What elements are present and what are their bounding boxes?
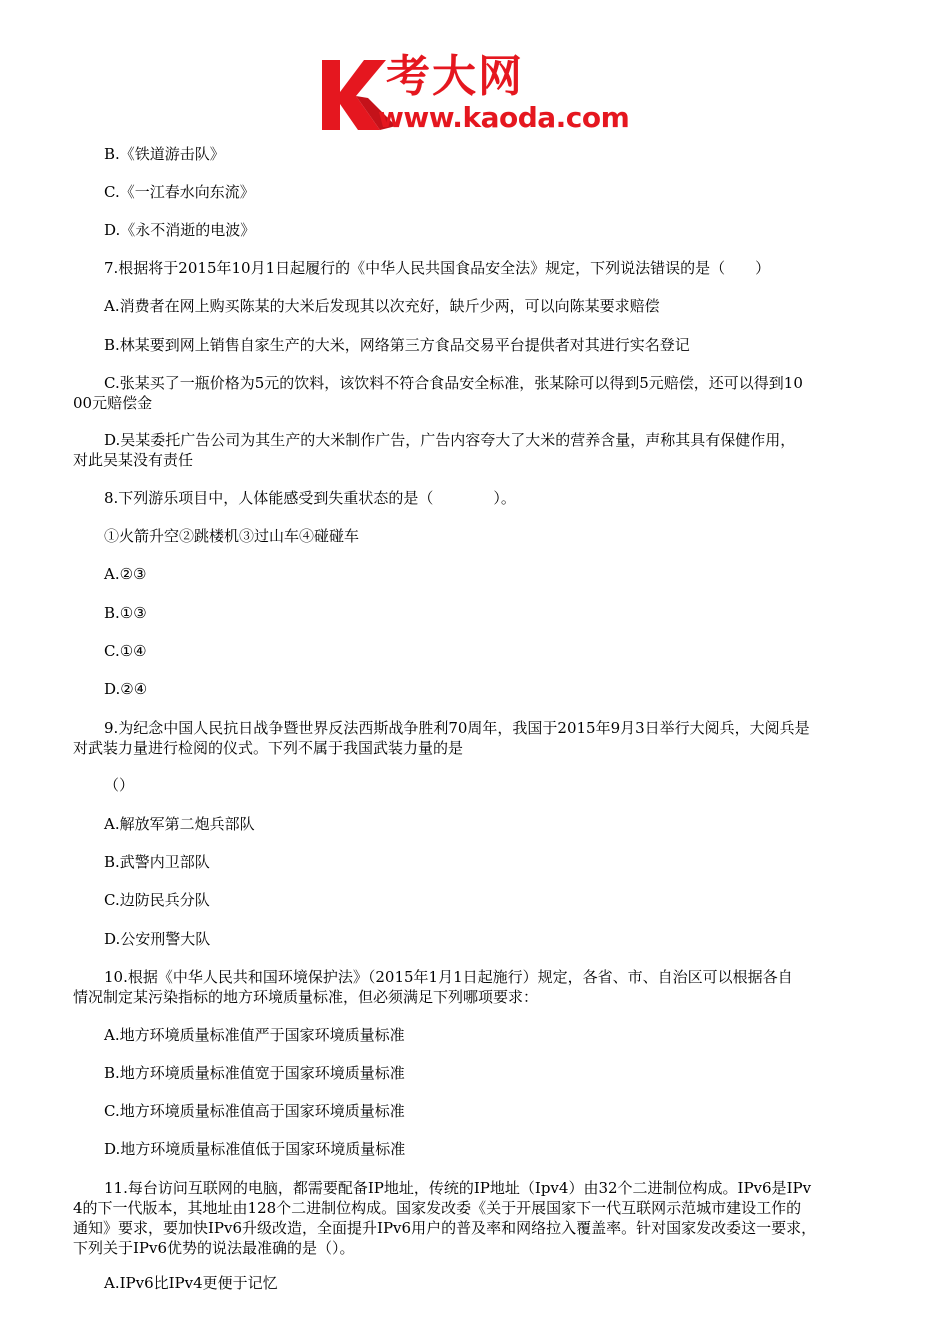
q9-answer-paren: （） (104, 776, 135, 794)
q6-option-d: D.《永不消逝的电波》 (104, 221, 256, 239)
q7-option-b: B.林某要到网上销售自家生产的大米，网络第三方食品交易平台提供者对其进行实名登记 (104, 336, 690, 354)
q10-option-d: D.地方环境质量标准值低于国家环境质量标准 (104, 1140, 406, 1158)
q10-option-c: C.地方环境质量标准值高于国家环境质量标准 (104, 1102, 405, 1120)
q11-stem-line4: 下列关于IPv6优势的说法最准确的是（）。 (73, 1239, 355, 1257)
q10-stem-line1: 10.根据《中华人民共和国环境保护法》（2015年1月1日起施行）规定，各省、市、自治区可以根据各自 (104, 968, 793, 986)
q7-stem: 7.根据将于2015年10月1日起履行的《中华人民共国食品安全法》规定，下列说法错误的是（ ） (104, 259, 771, 277)
q7-option-d-line2: 对此吴某没有责任 (73, 451, 194, 469)
q6-option-c: C.《一江春水向东流》 (104, 183, 255, 201)
q10-stem-line2: 情况制定某污染指标的地方环境质量标准，但必须满足下列哪项要求： (73, 988, 539, 1006)
q7-option-d (73, 430, 883, 470)
q8-option-c: C.①④ (104, 642, 147, 660)
q11-stem-line2: 4的下一代版本，其地址由128个二进制位构成。国家发改委《关于开展国家下一代互联网示范城市建设工作的 (73, 1199, 802, 1217)
q9-stem (73, 718, 883, 758)
q9-option-a: A.解放军第二炮兵部队 (104, 815, 255, 833)
q8-items: ①火箭升空②跳楼机③过山车④碰碰车 (104, 527, 360, 545)
q7-option-d-line1: D.吴某委托广告公司为其生产的大米制作广告，广告内容夸大了大米的营养含量，声称其具有保健作用， (104, 431, 796, 449)
q7-option-a: A.消费者在网上购买陈某的大米后发现其以次充好，缺斤少两，可以向陈某要求赔偿 (104, 297, 660, 315)
q7-option-c-line2: 00元赔偿金 (73, 394, 153, 412)
q10-option-b: B.地方环境质量标准值宽于国家环境质量标准 (104, 1064, 405, 1082)
q7-option-c-line1: C.张某买了一瓶价格为5元的饮料，该饮料不符合食品安全标准，张某除可以得到5元赔偿，还可以得到10 (104, 374, 803, 392)
q8-option-a: A.②③ (104, 565, 147, 583)
q9-option-c: C.边防民兵分队 (104, 891, 210, 909)
q11-stem-line1: 11.每台访问互联网的电脑，都需要配备IP地址，传统的IP地址（Ipv4）由32个二进制位构成。IPv6是IPv (104, 1179, 812, 1197)
q11-stem (73, 1178, 883, 1258)
q11-option-a: A.IPv6比IPv4更便于记忆 (104, 1274, 278, 1292)
q8-stem: 8.下列游乐项目中，人体能感受到失重状态的是（ ）。 (104, 489, 516, 507)
q7-option-c (73, 373, 883, 413)
q11-stem-line3: 通知》要求，要加快IPv6升级改造，全面提升IPv6用户的普及率和网络拉入覆盖率。针对国家发改委这一要求， (73, 1219, 817, 1237)
q9-stem-line1: 9.为纪念中国人民抗日战争暨世界反法西斯战争胜利70周年，我国于2015年9月3日举行大阅兵，大阅兵是 (104, 719, 810, 737)
q9-option-d: D.公安刑警大队 (104, 930, 211, 948)
logo-url[interactable]: www.kaoda.com (378, 101, 630, 134)
logo-brand-name: 考大网 (386, 51, 524, 102)
q8-option-b: B.①③ (104, 604, 147, 622)
q6-option-b: B.《铁道游击队》 (104, 145, 225, 163)
kaoda-logo[interactable] (316, 52, 646, 138)
q10-stem (73, 967, 883, 1007)
q10-option-a: A.地方环境质量标准值严于国家环境质量标准 (104, 1026, 405, 1044)
q8-option-d: D.②④ (104, 680, 148, 698)
q9-option-b: B.武警内卫部队 (104, 853, 210, 871)
q9-stem-line2: 对武装力量进行检阅的仪式。下列不属于我国武装力量的是 (73, 739, 464, 757)
